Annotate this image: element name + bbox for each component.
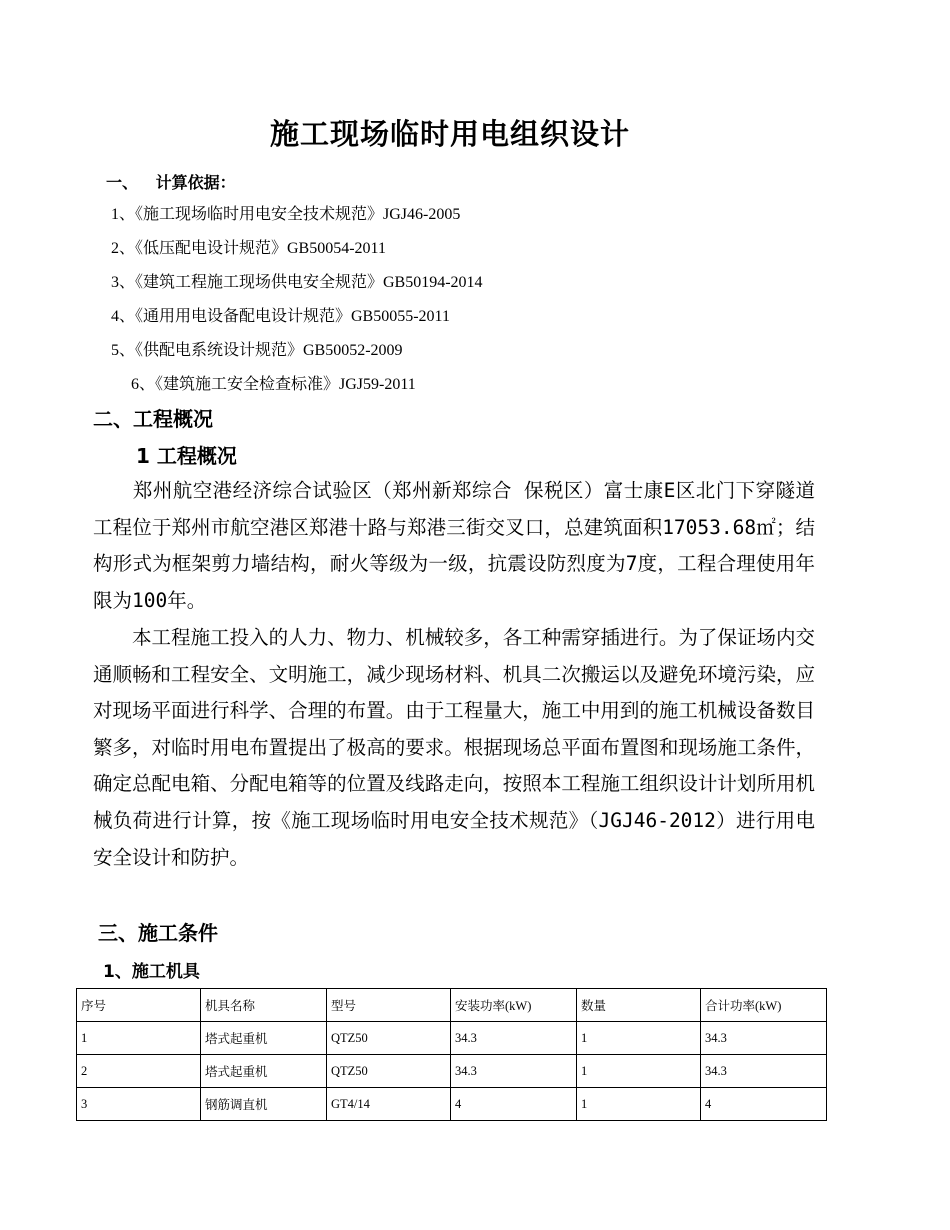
machinery-table (76, 988, 827, 1121)
table-header-cell: 数量 (577, 989, 701, 1022)
section-1-number: 一、 (106, 173, 139, 192)
table-cell: 1 (577, 1088, 701, 1121)
table-cell: 34.3 (451, 1022, 577, 1055)
table-cell: 34.3 (701, 1055, 827, 1088)
reference-item: 6、《建筑施工安全检查标准》JGJ59-2011 (131, 376, 416, 393)
table-header-cell: 合计功率(kW) (701, 989, 827, 1022)
table-cell: 2 (77, 1055, 201, 1088)
table-cell: 3 (77, 1088, 201, 1121)
table-row (77, 1088, 827, 1121)
reference-item: 5、《供配电系统设计规范》GB50052-2009 (111, 342, 403, 359)
table-cell: 1 (577, 1022, 701, 1055)
table-header-cell: 机具名称 (201, 989, 327, 1022)
table-row (77, 1022, 827, 1055)
table-cell: 1 (77, 1022, 201, 1055)
table-cell: 塔式起重机 (201, 1022, 327, 1055)
section-1-heading (106, 170, 236, 193)
reference-item: 3、《建筑工程施工现场供电安全规范》GB50194-2014 (111, 274, 483, 291)
section-2-heading: 二、工程概况 (93, 407, 213, 431)
overview-paragraph: 郑州航空港经济综合试验区（郑州新郑综合 保税区）富士康E区北门下穿隧道工程位于郑州市航空港区郑港十路与郑港三街交叉口，总建筑面积17053.68㎡；结构形式为框架剪力墙结构，耐火等级为一级，抗震设防烈度为7度，工程合理使用年限为100年。 (93, 479, 815, 612)
section-1-title: 计算依据： (155, 173, 236, 192)
table-header-cell: 序号 (77, 989, 201, 1022)
reference-item: 2、《低压配电设计规范》GB50054-2011 (111, 240, 386, 257)
table-cell: 34.3 (701, 1022, 827, 1055)
section-3-heading: 三、施工条件 (98, 921, 218, 945)
table-cell: GT4/14 (327, 1088, 451, 1121)
reference-item: 4、《通用用电设备配电设计规范》GB50055-2011 (111, 308, 450, 325)
table-header-cell: 安装功率(kW) (451, 989, 577, 1022)
table-cell: 4 (451, 1088, 577, 1121)
table-header-row (77, 989, 827, 1022)
document-title: 施工现场临时用电组织设计 (269, 117, 630, 151)
table-header-cell: 型号 (327, 989, 451, 1022)
table-cell: 4 (701, 1088, 827, 1121)
table-cell: 34.3 (451, 1055, 577, 1088)
reference-item: 1、《施工现场临时用电安全技术规范》JGJ46-2005 (111, 206, 461, 223)
table-row (77, 1055, 827, 1088)
overview-paragraph: 本工程施工投入的人力、物力、机械较多，各工种需穿插进行。为了保证场内交通顺畅和工程安全、文明施工，减少现场材料、机具二次搬运以及避免环境污染，应对现场平面进行科学、合理的布置。由于工程量大，施工中用到的施工机械设备数目繁多，对临时用电布置提出了极高的要求。根据现场总平面布置图和现场施工条件，确定总配电箱、分配电箱等的位置及线路走向，按照本工程施工组织设计计划所用机械负荷进行计算，按《施工现场临时用电安全技术规范》（JGJ46-2012）进行用电安全设计和防护。 (93, 626, 815, 869)
table-cell: QTZ50 (327, 1055, 451, 1088)
table-cell: QTZ50 (327, 1022, 451, 1055)
table-cell: 塔式起重机 (201, 1055, 327, 1088)
table-cell: 1 (577, 1055, 701, 1088)
section-3-subheading: 1、施工机具 (103, 962, 200, 982)
section-2-subheading: 1 工程概况 (136, 444, 237, 468)
table-cell: 钢筋调直机 (201, 1088, 327, 1121)
